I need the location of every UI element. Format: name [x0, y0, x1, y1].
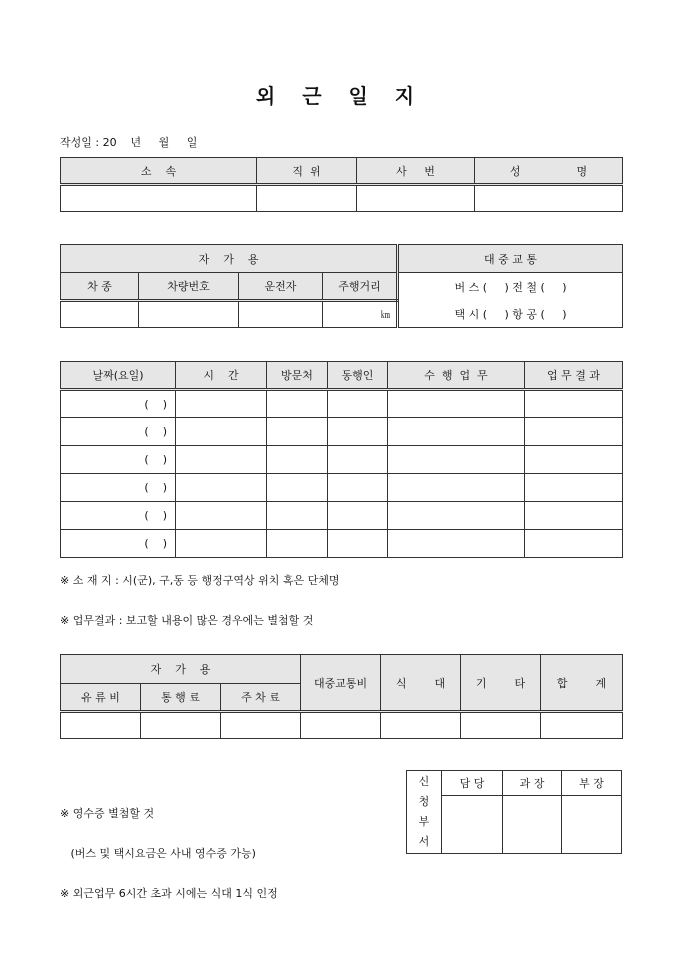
companion-cell[interactable]	[328, 446, 388, 474]
visit-place-cell[interactable]	[267, 418, 328, 446]
table-row	[61, 446, 623, 474]
task-cell[interactable]	[388, 446, 525, 474]
total-field[interactable]	[541, 712, 623, 739]
visit-place-cell[interactable]	[267, 530, 328, 558]
visit-place-cell[interactable]	[267, 502, 328, 530]
expense-table	[60, 654, 623, 739]
result-cell[interactable]	[525, 390, 623, 418]
header-car-number: 차량번호	[139, 273, 239, 301]
header-driver: 운전자	[239, 273, 323, 301]
time-cell[interactable]	[176, 446, 267, 474]
approval-table	[406, 770, 622, 854]
header-result: 업 무 결 과	[525, 362, 623, 390]
table-row	[61, 418, 623, 446]
own-car-title: 자 가 용	[61, 245, 398, 273]
transit-bus-subway[interactable]: 버 스 ( ) 전 철 ( )	[398, 273, 623, 301]
time-cell[interactable]	[176, 474, 267, 502]
companion-cell[interactable]	[328, 418, 388, 446]
visit-place-cell[interactable]	[267, 390, 328, 418]
result-cell[interactable]	[525, 418, 623, 446]
header-total: 합 계	[541, 655, 623, 712]
header-meal: 식 대	[381, 655, 461, 712]
result-cell[interactable]	[525, 446, 623, 474]
visit-place-cell[interactable]	[267, 446, 328, 474]
companion-cell[interactable]	[328, 390, 388, 418]
work-log-table	[60, 361, 623, 558]
header-transit-cost: 대중교통비	[301, 655, 381, 712]
header-department: 소 속	[61, 158, 257, 185]
header-parking: 주 차 료	[221, 684, 301, 712]
transit-cost-field[interactable]	[301, 712, 381, 739]
header-car-type: 차 종	[61, 273, 139, 301]
table-row	[61, 390, 623, 418]
header-staff: 담 당	[442, 771, 503, 796]
employee-info-table	[60, 157, 623, 212]
header-fuel: 유 류 비	[61, 684, 141, 712]
result-cell[interactable]	[525, 502, 623, 530]
note-location: ※ 소 재 지 : 시(군), 구,동 등 행정구역상 위치 혹은 단체명	[60, 574, 340, 587]
department-field[interactable]	[61, 185, 257, 212]
date-cell[interactable]: ( )	[61, 390, 176, 418]
manager-sign-box[interactable]	[503, 796, 562, 854]
staff-sign-box[interactable]	[442, 796, 503, 854]
visit-place-cell[interactable]	[267, 474, 328, 502]
expense-car-title: 자 가 용	[61, 655, 301, 684]
companion-cell[interactable]	[328, 502, 388, 530]
time-cell[interactable]	[176, 418, 267, 446]
task-cell[interactable]	[388, 502, 525, 530]
time-cell[interactable]	[176, 502, 267, 530]
car-type-field[interactable]	[61, 301, 139, 328]
date-cell[interactable]: ( )	[61, 474, 176, 502]
header-employee-number: 사 번	[357, 158, 475, 185]
date-cell[interactable]: ( )	[61, 502, 176, 530]
time-cell[interactable]	[176, 530, 267, 558]
task-cell[interactable]	[388, 418, 525, 446]
footer-note: (버스 및 택시요금은 사내 영수증 가능)	[60, 847, 256, 860]
header-toll: 통 행 료	[141, 684, 221, 712]
date-cell[interactable]: ( )	[61, 530, 176, 558]
table-row	[61, 502, 623, 530]
companion-cell[interactable]	[328, 530, 388, 558]
header-companion: 동행인	[328, 362, 388, 390]
distance-field[interactable]	[323, 301, 398, 328]
document-title: 외 근 일 지	[255, 84, 425, 108]
task-cell[interactable]	[388, 530, 525, 558]
requesting-department-label: 신 청 부 서	[407, 771, 442, 854]
table-row	[61, 474, 623, 502]
date-line: 작성일 : 20 년 월 일	[60, 136, 198, 149]
header-other: 기 타	[461, 655, 541, 712]
footer-note: ※ 영수증 별첨할 것	[60, 807, 155, 820]
km-unit: ㎞	[381, 311, 391, 321]
header-manager: 과 장	[503, 771, 562, 796]
position-field[interactable]	[257, 185, 357, 212]
header-task: 수 행 업 무	[388, 362, 525, 390]
employee-number-field[interactable]	[357, 185, 475, 212]
task-cell[interactable]	[388, 474, 525, 502]
table-row	[61, 530, 623, 558]
header-name: 성 명	[475, 158, 623, 185]
header-date: 날짜(요일)	[61, 362, 176, 390]
fuel-field[interactable]	[61, 712, 141, 739]
toll-field[interactable]	[141, 712, 221, 739]
header-director: 부 장	[562, 771, 622, 796]
companion-cell[interactable]	[328, 474, 388, 502]
header-visit-place: 방문처	[267, 362, 328, 390]
footer-note: ※ 외근업무 6시간 초과 시에는 식대 1식 인정	[60, 887, 278, 900]
footer-notes	[60, 784, 278, 924]
note-result: ※ 업무결과 : 보고할 내용이 많은 경우에는 별첨할 것	[60, 614, 314, 627]
parking-field[interactable]	[221, 712, 301, 739]
date-cell[interactable]: ( )	[61, 446, 176, 474]
result-cell[interactable]	[525, 530, 623, 558]
other-field[interactable]	[461, 712, 541, 739]
time-cell[interactable]	[176, 390, 267, 418]
header-distance: 주행거리	[323, 273, 398, 301]
driver-field[interactable]	[239, 301, 323, 328]
header-position: 직 위	[257, 158, 357, 185]
car-number-field[interactable]	[139, 301, 239, 328]
task-cell[interactable]	[388, 390, 525, 418]
transit-taxi-air[interactable]: 택 시 ( ) 항 공 ( )	[398, 301, 623, 328]
meal-field[interactable]	[381, 712, 461, 739]
name-field[interactable]	[475, 185, 623, 212]
transport-table	[60, 244, 623, 328]
public-transit-title: 대 중 교 통	[398, 245, 623, 273]
header-time: 시 간	[176, 362, 267, 390]
result-cell[interactable]	[525, 474, 623, 502]
director-sign-box[interactable]	[562, 796, 622, 854]
date-cell[interactable]: ( )	[61, 418, 176, 446]
